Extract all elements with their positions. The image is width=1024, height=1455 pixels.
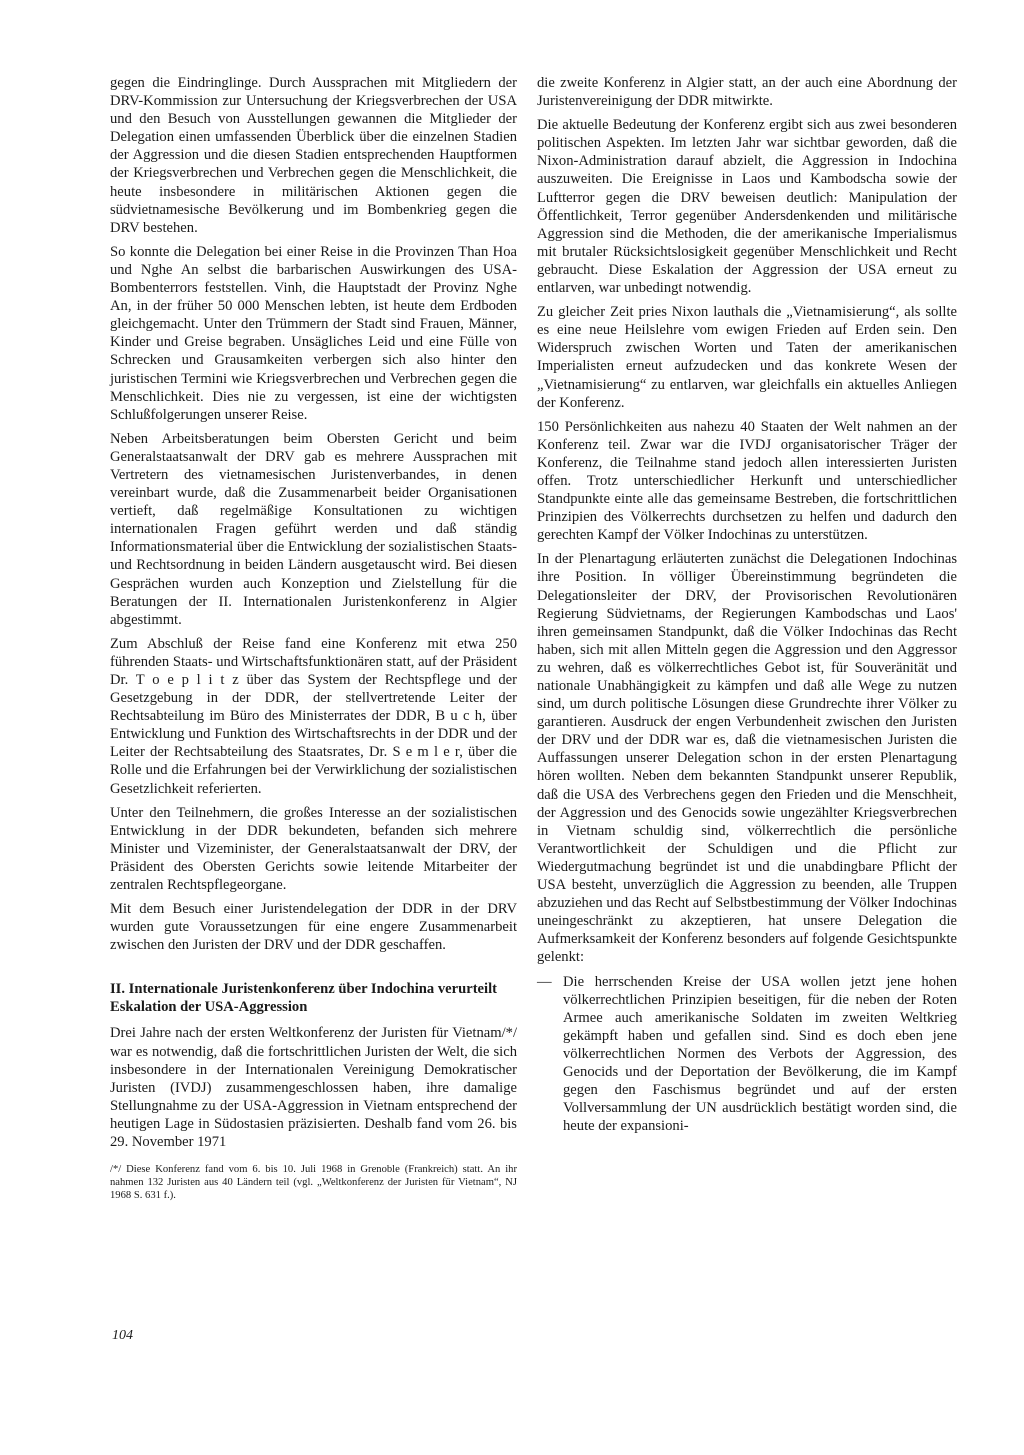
left-column <box>110 74 517 1202</box>
section-heading: II. Internationale Juristenkonferenz über Indochina verurteilt Eskalation der USA-Aggression <box>110 981 498 1016</box>
paragraph: So konnte die Delegation bei einer Reise in die Provinzen Than Hoa und Nghe An selbst die barbarischen Auswirkungen des USA-Bombenterrors feststellen. Vinh, die Hauptstadt der Provinz Nghe An, in der früher 50 000 Menschen lebten, ist heute dem Erdboden gleichgemacht. Unter den Trümmern der Stadt sind Frauen, Männer, Kinder und Greise begraben. Unsägliches Leid und eine Fülle von Schrecken und Grausamkeiten verbergen sich also hinter den juristischen Termini wie Kriegsverbrechen und Verbrechen gegen die Menschlichkeit. Dies nie zu vergessen, ist eine der wichtigsten Schlußfolgerungen unserer Reise. <box>110 243 517 423</box>
paragraph: Mit dem Besuch einer Juristendelegation der DDR in der DRV wurden gute Voraussetzungen für eine engere Zusammenarbeit zwischen den Juristen der DRV und der DDR geschaffen. <box>110 901 517 954</box>
page-number: 104 <box>112 1328 133 1343</box>
list-dash: — <box>537 973 552 990</box>
list-item-text: Die herrschenden Kreise der USA wollen jetzt jene hohen völkerrechtlichen Prinzipien beseitigen, für die neben der Roten Armee auch amerikanische Soldaten im zweiten Weltkrieg gekämpft haben und gefallen sind. Sind es doch eben jene völkerrechtlichen Normen des Verbots der Aggression, des Genocids und der Deportation der Bevölkerung, die im Kampf gegen den Faschismus begründet und auf der ersten Vollversammlung der UN ausdrücklich bestätigt worden sind, die heute der expansioni- <box>563 973 957 1135</box>
paragraph: Unter den Teilnehmern, die großes Interesse an der sozialistischen Entwicklung in der DDR bekundeten, befanden sich mehrere Minister und Vizeminister, der Generalstaatsanwalt der DRV, der Präsident des Obersten Gerichts sowie leitende Mitarbeiter der zentralen Rechtspflegeorgane. <box>110 804 517 894</box>
paragraph: In der Plenartagung erläuterten zunächst die Delegationen Indochinas ihre Position. In völliger Übereinstimmung begründeten die Delegationsleiter der DRV, der Provisorischen Revolutionären Regierung Südvietnams, der Regierungen Kambodschas und Laos' ihren gemeinsamen Standpunkt, daß die Völker Indochinas das Recht haben, sich mit allen Mitteln gegen die Aggression und den Aggressor zu wehren, daß es völkerrechtliches Gebot ist, für Souveränität und nationale Unabhängigkeit zu kämpfen und daß alle Wege zu nutzen sind, um durch politische Lösungen diese Grundrechte ihrer Völker zu garantieren. Ausdruck der engen Verbundenheit zwischen den Juristen der DRV und der DDR war es, daß die vietnamesischen Juristen die Auffassungen unserer Delegation schon in der ersten Plenartagung hören wollten. Neben dem bekannten Standpunkt unserer Republik, daß die USA des Verbrechens gegen den Frieden und die Menschheit, der Aggression und des Genocids sowie ungezählter Kriegsverbrechen in Vietnam schuldig sind, völkerrechtlich die persönliche Verantwortlichkeit der Schuldigen und die Pflicht zur Wiedergutmachung begründet ist und die unabdingbare Pflicht der USA besteht, unverzüglich die Aggression zu beenden, alle Truppen abzuziehen und das Recht auf Selbstbestimmung der Völker Indochinas uneingeschränkt zu akzeptieren, hat unsere Delegation die Aufmerksamkeit der Konferenz besonders auf folgende Gesichtspunkte gelenkt: <box>537 551 957 966</box>
paragraph: Neben Arbeitsberatungen beim Obersten Gericht und beim Generalstaatsanwalt der DRV gab es mehrere Aussprachen mit Vertretern des vietnamesischen Juristenverbandes, in denen vereinbart wurde, daß die Zusammenarbeit beider Organisationen vertieft, daß regelmäßige Konsultationen zu wichtigen internationalen Fragen geführt werden und daß ständig Informationsmaterial über die Entwicklung der sozialistischen Staats- und Rechtsordnung in beiden Ländern ausgetauscht wird. Bei diesen Gesprächen wurden auch Konzeption und Zielstellung für die Beratungen der II. Internationalen Juristenkonferenz in Algier abgestimmt. <box>110 430 517 628</box>
paragraph: Die aktuelle Bedeutung der Konferenz ergibt sich aus zwei besonderen politischen Aspekten. Im letzten Jahr war sichtbar geworden, daß die Nixon-Administration darauf abzielt, die Aggression in Indochina auszuweiten. Die Ereignisse in Laos und Kambodscha sowie der Luftterror gegen die DRV beweisen deutlich: Manipulation der Öffentlichkeit, Terror gegenüber Andersdenkenden und militärische Aggression sind die Methoden, die der amerikanische Imperialismus mit brutaler Rücksichtslosigkeit gegenüber Menschlichkeit und Recht gebraucht. Diese Eskalation der Aggression der USA erneut zu entlarven, war unbedingt notwendig. <box>537 117 957 297</box>
paragraph: Drei Jahre nach der ersten Weltkonferenz der Juristen für Vietnam/*/ war es notwendig, daß die fortschrittlichen Juristen der Welt, die sich insbesondere in der Internationalen Vereinigung Demokratischer Juristen (IVDJ) zusammengeschlossen haben, ihre damalige Stellungnahme zu der USA-Aggression in Vietnam entsprechend der heutigen Lage in Südostasien präzisierten. Deshalb fand vom 26. bis 29. November 1971 <box>110 1025 517 1150</box>
paragraph: die zweite Konferenz in Algier statt, an der auch eine Abordnung der Juristenvereinigung der DDR mitwirkte. <box>537 75 957 110</box>
paragraph: Zu gleicher Zeit pries Nixon lauthals die „Vietnamisierung“, als sollte es eine neue Heilslehre vom ewigen Frieden auf Erden sein. Den Widerspruch zwischen Worten und Taten der amerikanischen Imperialisten erneut aufzudecken und das konkrete Wesen der „Vietnamisierung“ zu entlarven, war gleichfalls ein aktuelles Anliegen der Konferenz. <box>537 304 957 411</box>
footnote: /*/ Diese Konferenz fand vom 6. bis 10. Juli 1968 in Grenoble (Frankreich) statt. An ihr nahmen 132 Juristen aus 40 Ländern teil (vgl. „Weltkonferenz der Juristen für Vietnam“, NJ 1968 S. 631 f.). <box>110 1164 517 1202</box>
right-column <box>537 74 957 1135</box>
paragraph: 150 Persönlichkeiten aus nahezu 40 Staaten der Welt nahmen an der Konferenz teil. Zwar war die IVDJ organisatorischer Träger der Konferenz, die Teilnahme stand jedoch allen interessierten Juristen offen. Trotz unterschiedlicher Herkunft und unterschiedlicher Standpunkte einte alle das gemeinsame Bestreben, die fortschrittlichen Prinzipien des Völkerrechts durchsetzen zu helfen und dadurch den gerechten Kampf der Völker Indochinas zu unterstützen. <box>537 418 957 544</box>
paragraph: Zum Abschluß der Reise fand eine Konferenz mit etwa 250 führenden Staats- und Wirtschaftsfunktionären statt, auf der Präsident Dr. T o e p l i t z über das System der Rechtspflege und der Gesetzgebung in der DDR, der stellvertretende Leiter der Rechtsabteilung im Büro des Ministerrates der DDR, B u c h, über Entwicklung und Funktion des Wirtschaftsrechts in der DDR und der Leiter der Rechtsabteilung des Staatsrates, Dr. S e m l e r, über die Rolle und die Erfahrungen bei der Verwirklichung der sozialistischen Gesetzlichkeit referierten. <box>110 635 517 797</box>
list-item <box>537 973 957 1136</box>
paragraph: gegen die Eindringlinge. Durch Aussprachen mit Mitgliedern der DRV-Kommission zur Untersuchung der Kriegsverbrechen der USA und den Besuch von Ausstellungen gewannen die Mitglieder der Delegation einen umfassenden Überblick über die einzelnen Stadien der Aggression und die diesen Stadien entsprechenden Hauptformen der Kriegsverbrechen und Verbrechen gegen die Menschlichkeit, die heute insbesondere in militärischen Aktionen gegen die südvietnamesische Bevölkerung und im Bombenkrieg gegen die DRV bestehen. <box>110 75 517 236</box>
